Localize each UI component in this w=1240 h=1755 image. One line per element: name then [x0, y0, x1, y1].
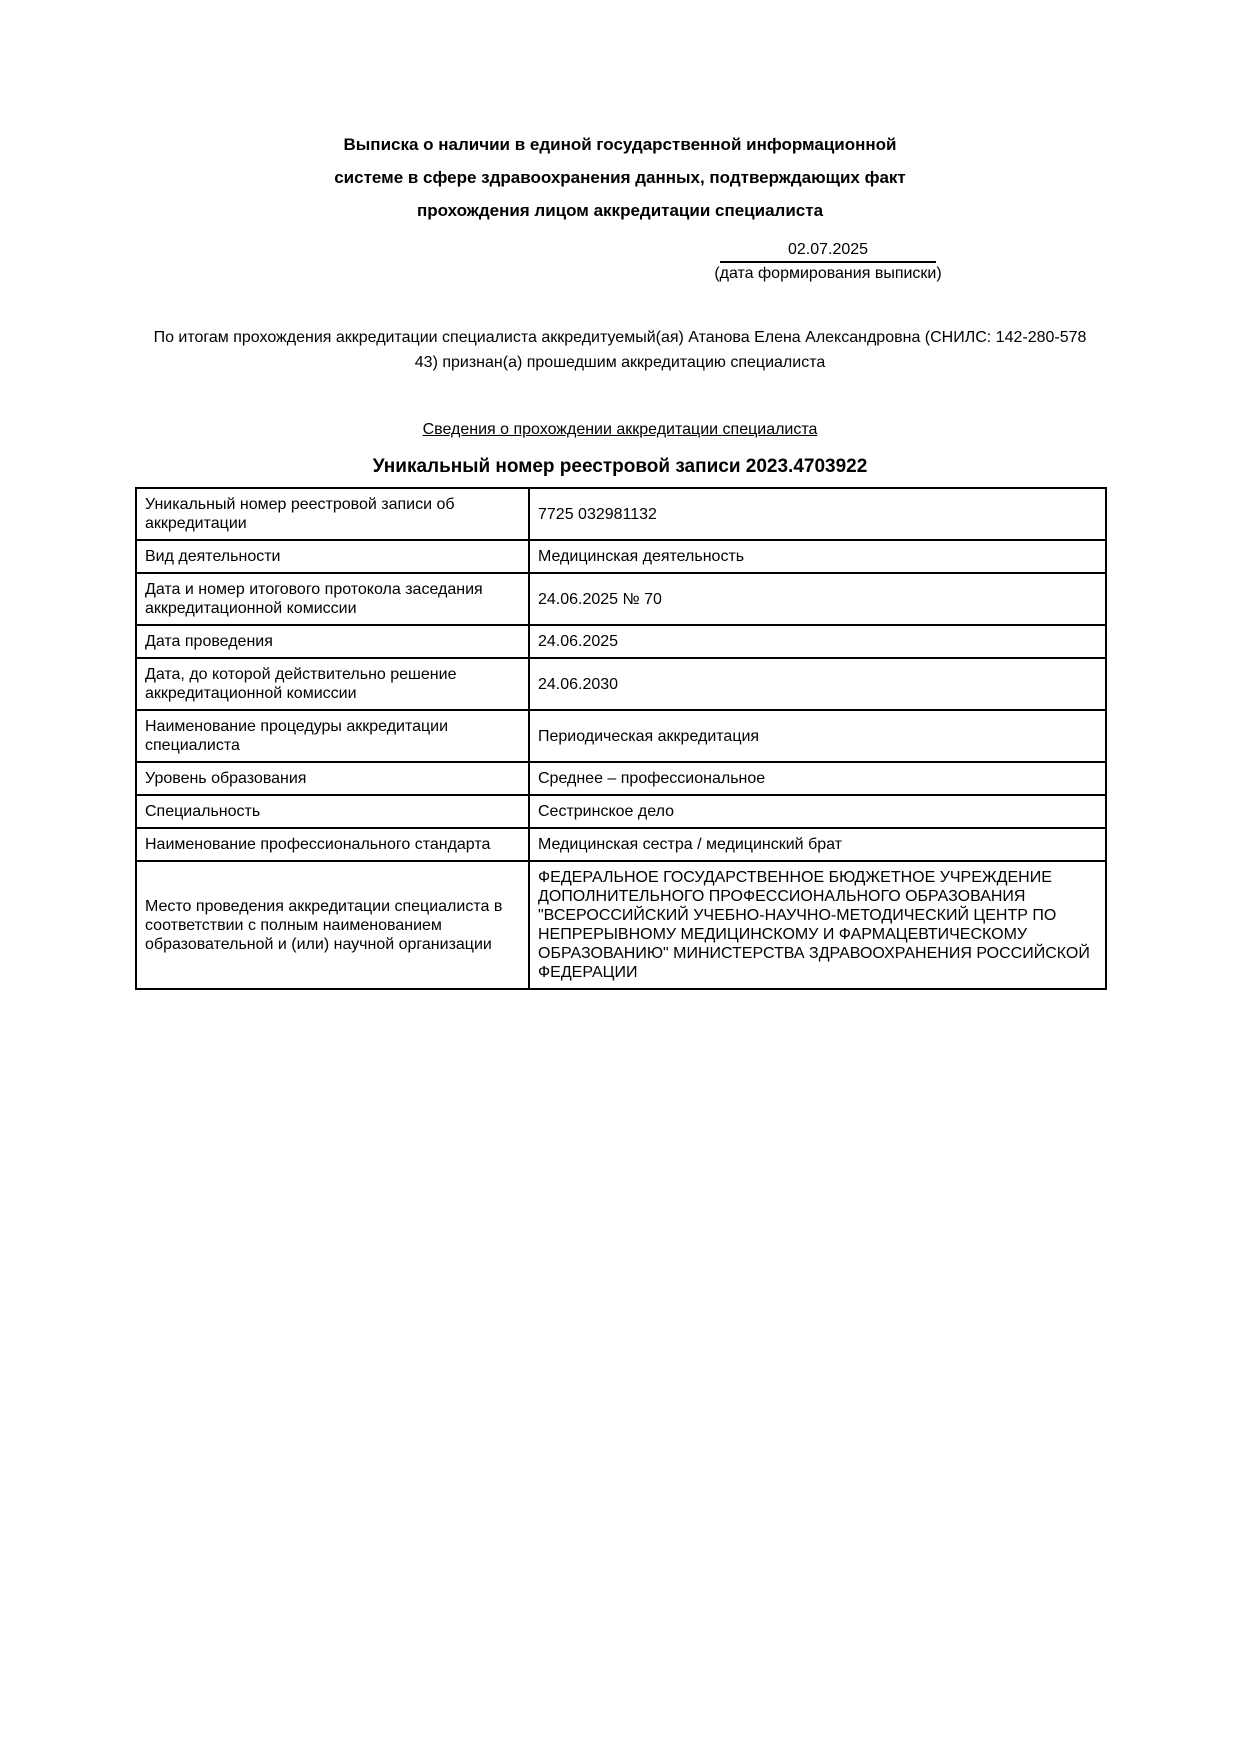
row-label: Дата проведения — [136, 625, 529, 658]
row-value: 7725 032981132 — [529, 488, 1106, 540]
row-label: Место проведения аккредитации специалиста в соответствии с полным наименованием образовательной и (или) научной организации — [136, 861, 529, 989]
document-title-line-1: Выписка о наличии в единой государственной информационной — [343, 135, 897, 154]
table-row — [136, 762, 1106, 795]
row-label: Дата, до которой действительно решение аккредитационной комиссии — [136, 658, 529, 710]
table-row — [136, 828, 1106, 861]
formation-date-block — [708, 241, 948, 283]
table-row — [136, 658, 1106, 710]
table-row — [136, 573, 1106, 625]
row-value: 24.06.2030 — [529, 658, 1106, 710]
row-value: Сестринское дело — [529, 795, 1106, 828]
table-row — [136, 540, 1106, 573]
row-value: Среднее – профессиональное — [529, 762, 1106, 795]
row-label: Наименование процедуры аккредитации специалиста — [136, 710, 529, 762]
table-row — [136, 861, 1106, 989]
row-label: Наименование профессионального стандарта — [136, 828, 529, 861]
section-heading: Сведения о прохождении аккредитации специалиста — [422, 421, 818, 438]
table-row — [136, 488, 1106, 540]
document-title — [135, 0, 1105, 227]
table-row — [136, 710, 1106, 762]
table-row — [136, 795, 1106, 828]
row-value: 24.06.2025 — [529, 625, 1106, 658]
row-label: Дата и номер итогового протокола заседания аккредитационной комиссии — [136, 573, 529, 625]
row-value: 24.06.2025 № 70 — [529, 573, 1106, 625]
accreditation-table — [135, 487, 1107, 990]
document-title-line-2: системе в сфере здравоохранения данных, подтверждающих факт — [334, 168, 906, 187]
row-label: Вид деятельности — [136, 540, 529, 573]
table-row — [136, 625, 1106, 658]
registry-number-heading: Уникальный номер реестровой записи 2023.4703922 — [372, 456, 868, 477]
intro-paragraph — [135, 325, 1105, 375]
formation-date-caption: (дата формирования выписки) — [714, 265, 942, 282]
row-value: ФЕДЕРАЛЬНОЕ ГОСУДАРСТВЕННОЕ БЮДЖЕТНОЕ УЧРЕЖДЕНИЕ ДОПОЛНИТЕЛЬНОГО ПРОФЕССИОНАЛЬНОГО ОБРАЗОВАНИЯ "ВСЕРОССИЙСКИЙ УЧЕБНО-НАУЧНО-МЕТОДИЧЕСКИЙ ЦЕНТР ПО НЕПРЕРЫВНОМУ МЕДИЦИНСКОМУ И ФАРМАЦЕВТИЧЕСКОМУ ОБРАЗОВАНИЮ" МИНИСТЕРСТВА ЗДРАВООХРАНЕНИЯ РОССИЙСКОЙ ФЕДЕРАЦИИ — [529, 861, 1106, 989]
row-value: Медицинская деятельность — [529, 540, 1106, 573]
row-value: Периодическая аккредитация — [529, 710, 1106, 762]
formation-date: 02.07.2025 — [720, 241, 936, 263]
row-label: Уровень образования — [136, 762, 529, 795]
row-value: Медицинская сестра / медицинский брат — [529, 828, 1106, 861]
row-label: Специальность — [136, 795, 529, 828]
row-label: Уникальный номер реестровой записи об аккредитации — [136, 488, 529, 540]
intro-line-1: По итогам прохождения аккредитации специалиста аккредитуемый(ая) Атанова Елена Александровна (СНИЛС: 142-280-578 — [153, 329, 1087, 346]
document-title-line-3: прохождения лицом аккредитации специалиста — [416, 201, 824, 220]
intro-line-2: 43) признан(а) прошедшим аккредитацию специалиста — [414, 354, 826, 371]
document-content — [135, 0, 1105, 990]
